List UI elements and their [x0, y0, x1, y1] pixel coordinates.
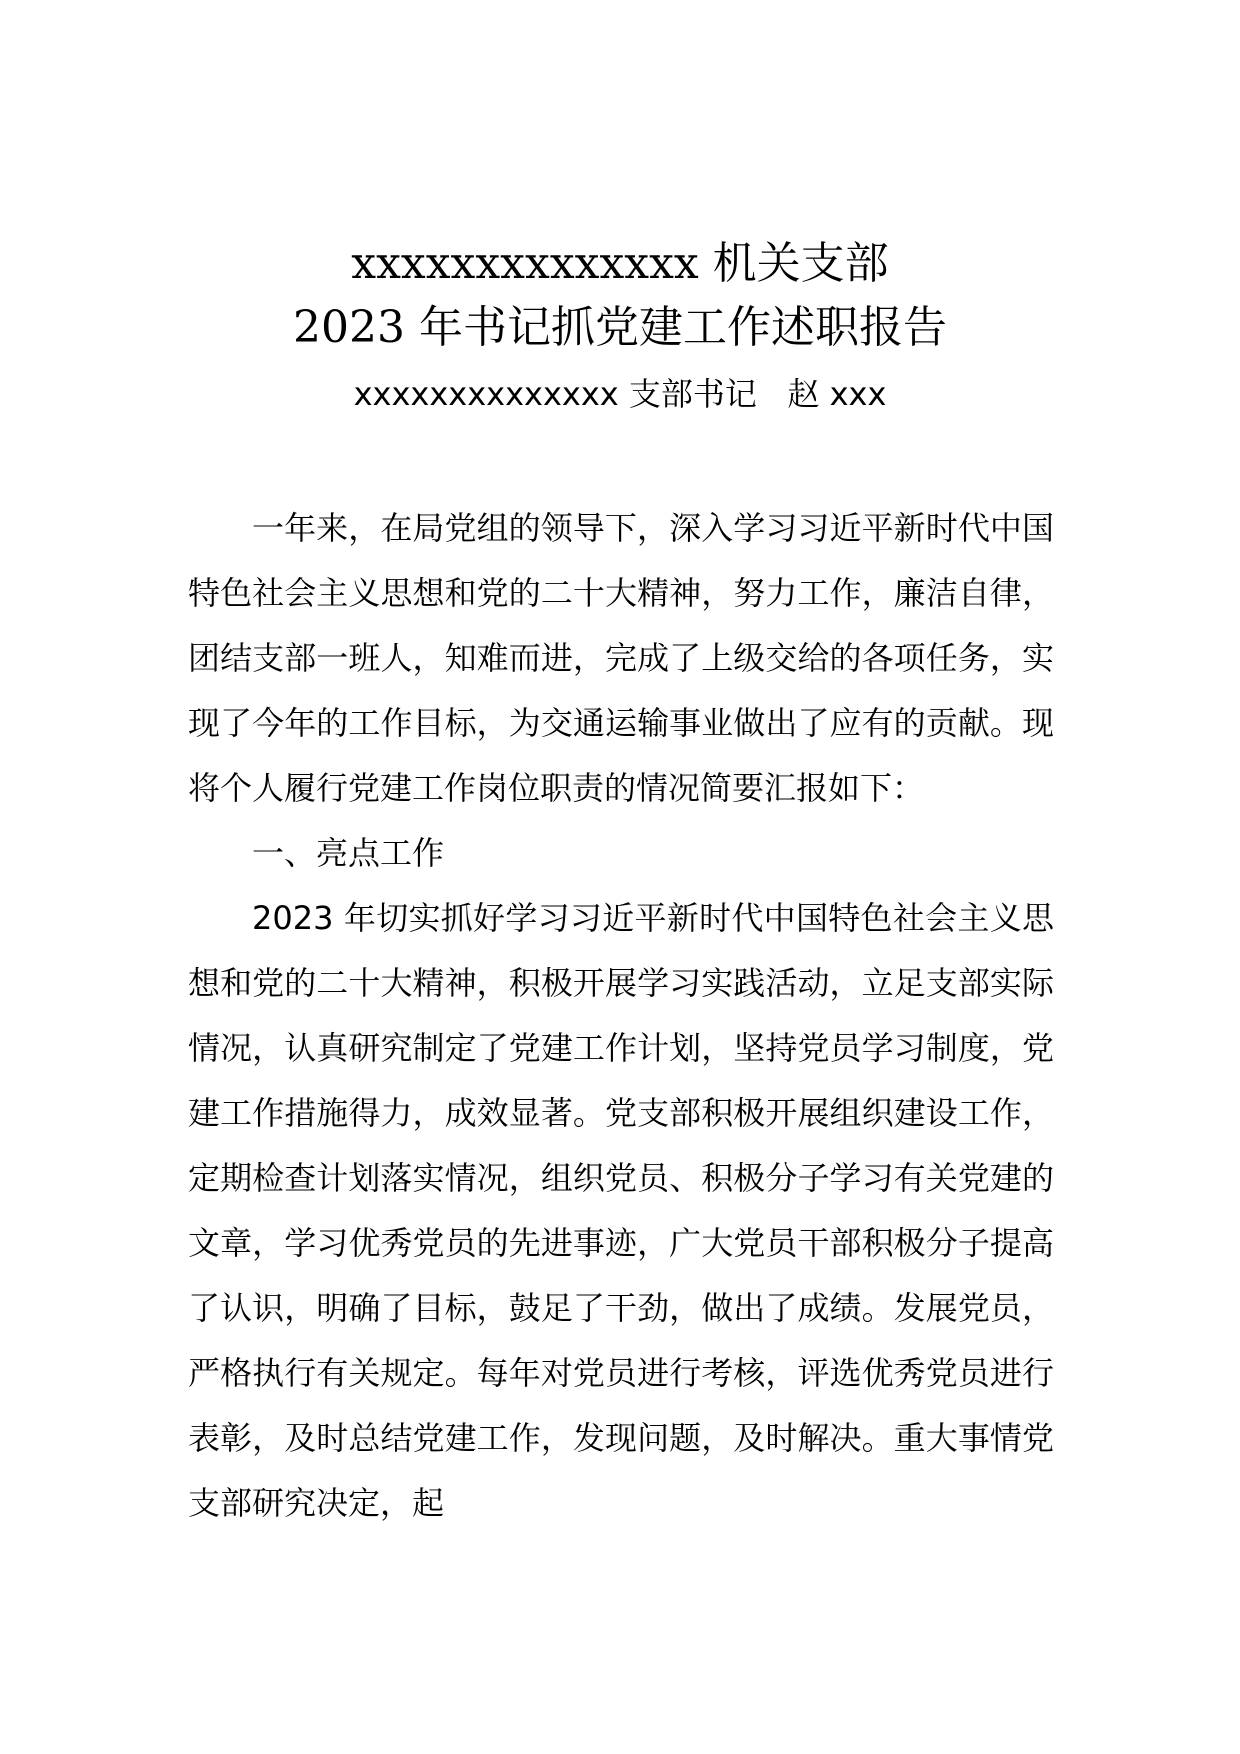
title-line-1: xxxxxxxxxxxxxx 机关支部 [351, 238, 889, 289]
title-line-2: 2023 年书记抓党建工作述职报告 [293, 302, 947, 353]
author-line: xxxxxxxxxxxxxx 支部书记 赵 xxx [353, 375, 887, 413]
paragraph-intro: 一年来，在局党组的领导下，深入学习习近平新时代中国特色社会主义思想和党的二十大精神，努力工作，廉洁自律，团结支部一班人，知难而进，完成了上级交给的各项任务，实现了今年的工作目标，为交通运输事业做出了应有的贡献。现将个人履行党建工作岗位职责的情况简要汇报如下： [188, 509, 1054, 807]
document-body [188, 496, 1054, 1536]
paragraph-highlights: 2023 年切实抓好学习习近平新时代中国特色社会主义思想和党的二十大精神，积极开展学习实践活动，立足支部实际情况，认真研究制定了党建工作计划，坚持党员学习制度，党建工作措施得力，成效显著。党支部积极开展组织建设工作，定期检查计划落实情况，组织党员、积极分子学习有关党建的文章，学习优秀党员的先进事迹，广大党员干部积极分子提高了认识，明确了目标，鼓足了干劲，做出了成绩。发展党员，严格执行有关规定。每年对党员进行考核，评选优秀党员进行表彰，及时总结党建工作，发现问题，及时解决。重大事情党支部研究决定，起 [188, 899, 1054, 1522]
section-heading-highlights: 一、亮点工作 [252, 834, 445, 872]
